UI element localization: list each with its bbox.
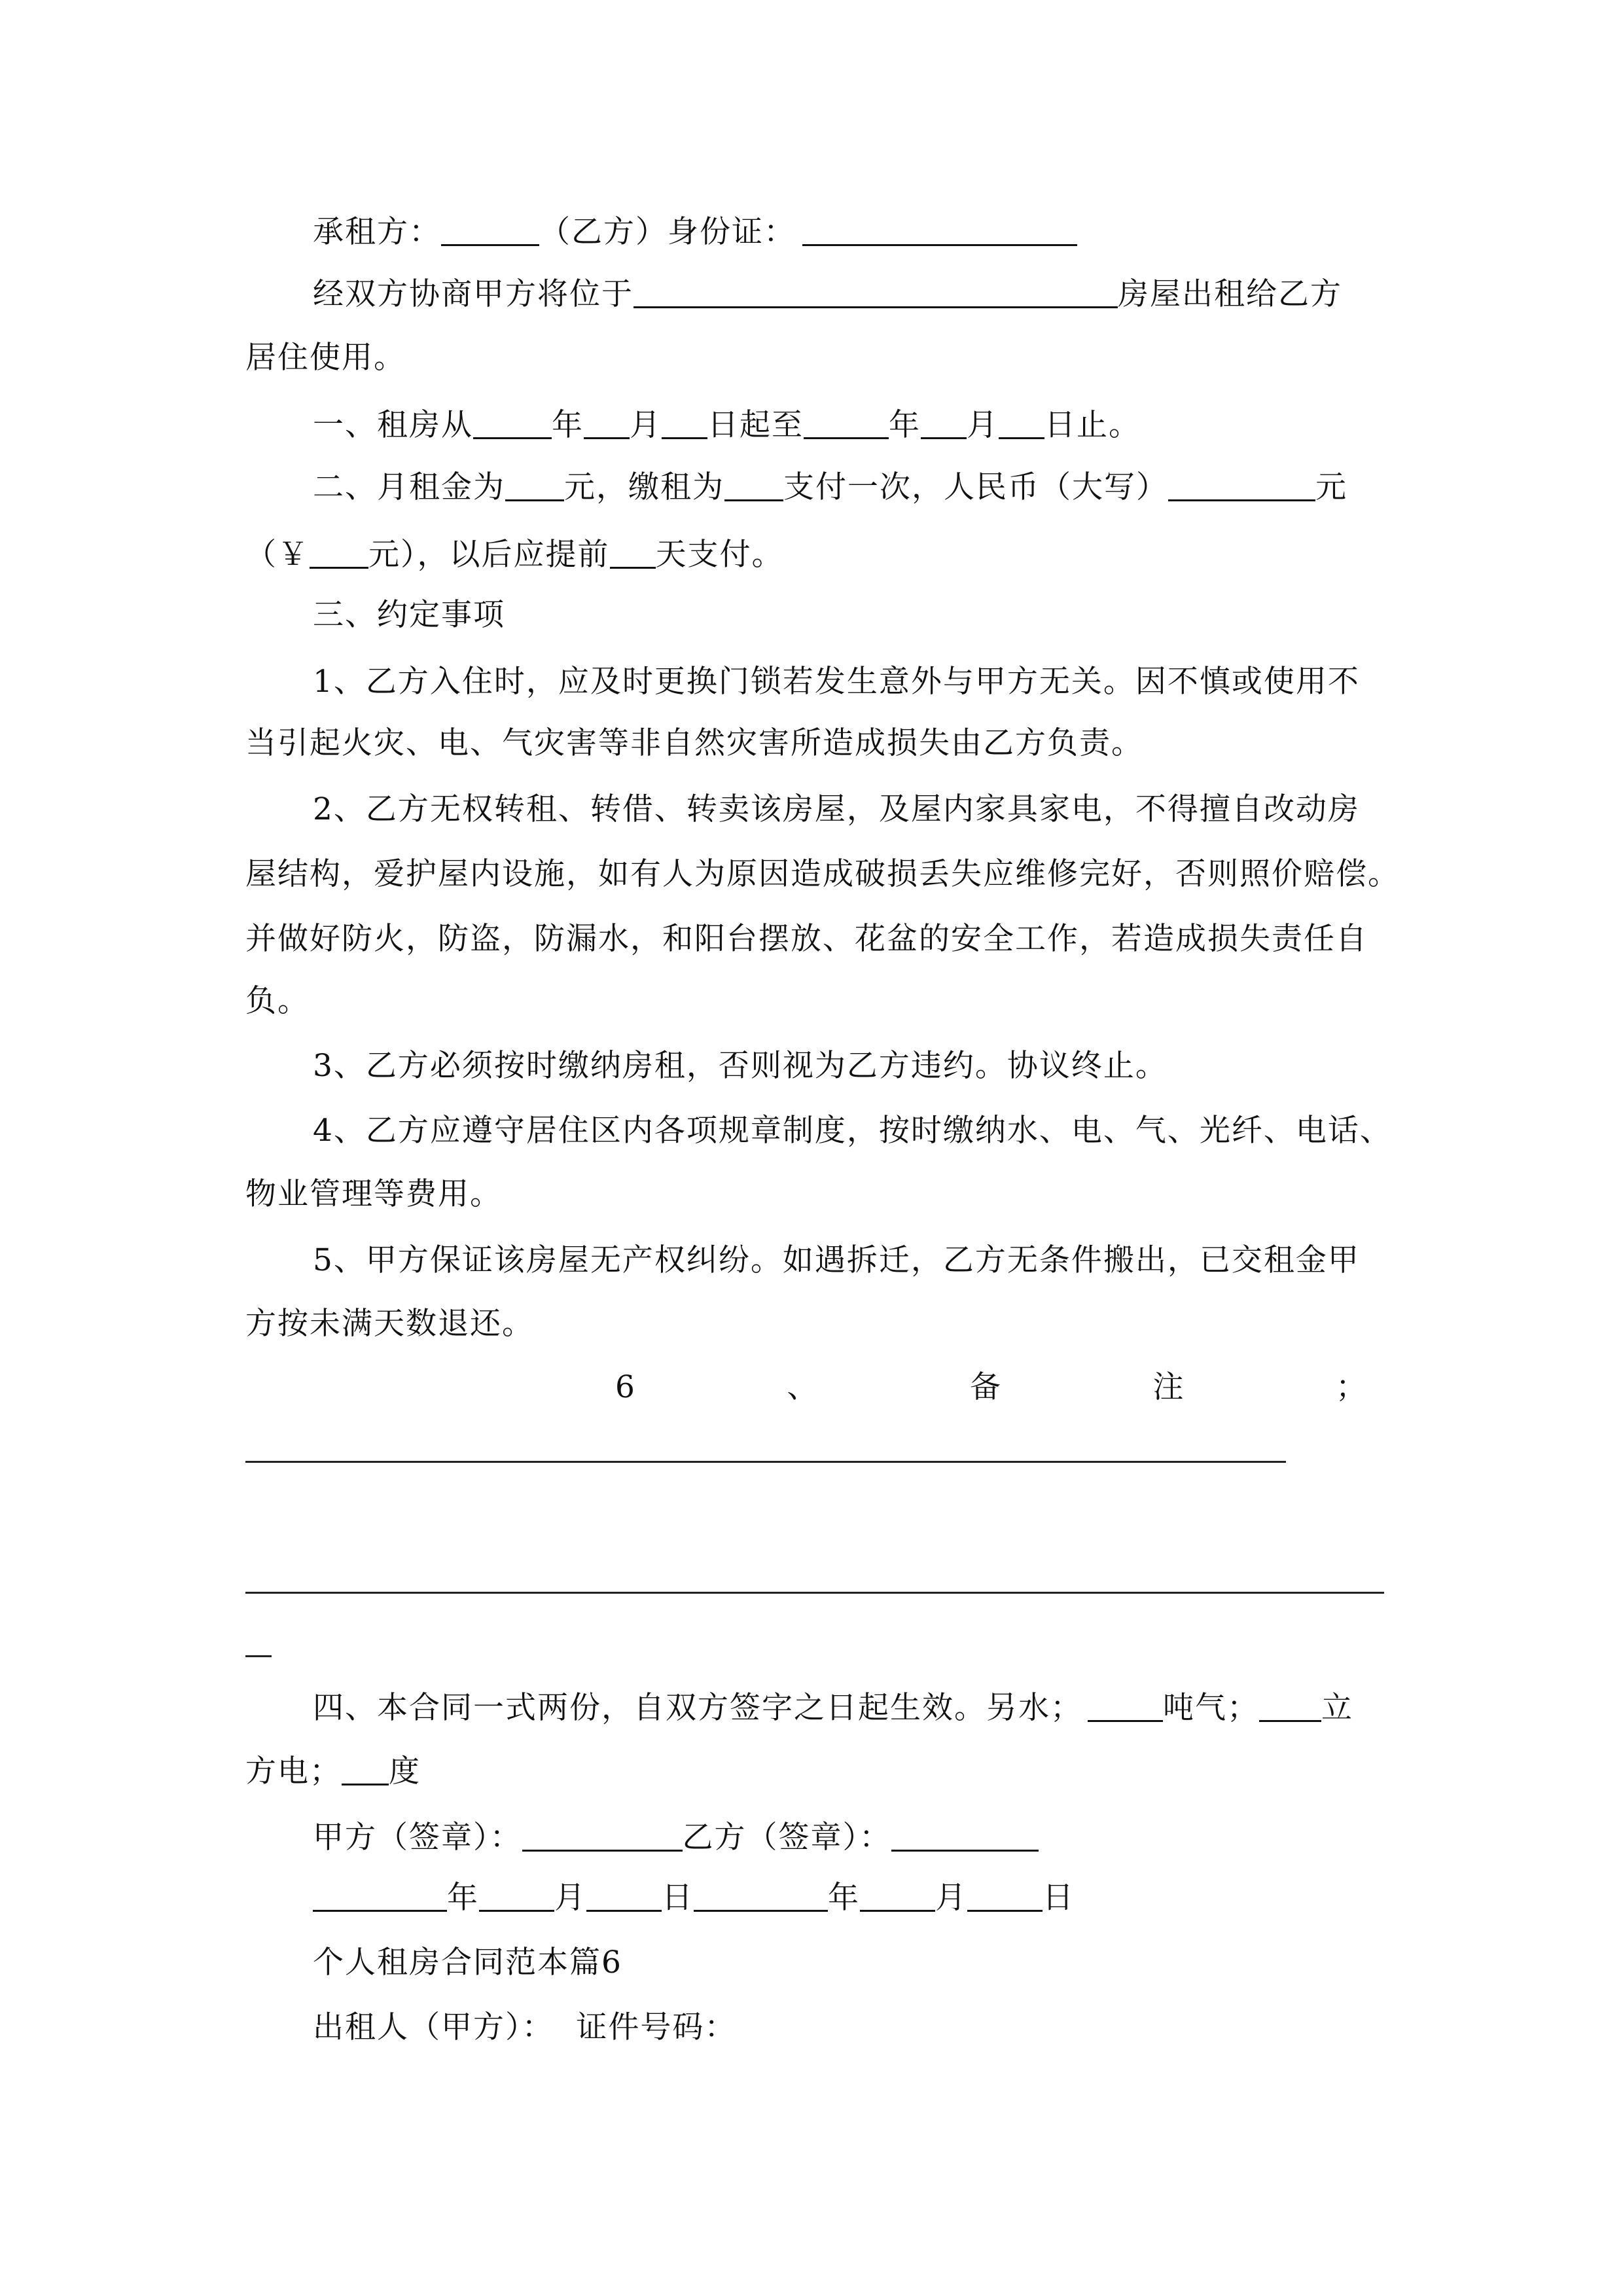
clause-1: [313, 406, 1386, 445]
c2-g: 天支付。: [655, 537, 784, 573]
c2-b: 元，缴租为: [564, 469, 724, 505]
lessee-id-label: （乙方）身份证：: [539, 214, 796, 250]
payment-period-blank[interactable]: [724, 471, 783, 501]
intro-prefix: 经双方协商甲方将位于: [313, 276, 633, 312]
c4-d: 方电；: [245, 1753, 342, 1789]
party-b-day-blank[interactable]: [967, 1881, 1043, 1912]
next-section-title: 个人租房合同范本篇6: [313, 1945, 622, 1981]
party-b-month-blank[interactable]: [860, 1881, 935, 1912]
party-b-sign-label: 乙方（签章）：: [682, 1820, 891, 1856]
item-2-line-3: 并做好防火，防盗，防漏水，和阳台摆放、花盆的安全工作，若造成损失责任自: [245, 921, 1368, 957]
party-a-month-blank[interactable]: [479, 1881, 554, 1912]
item-5-line-2: 方按未满天数退还。: [245, 1306, 534, 1342]
amount-number-blank[interactable]: [310, 538, 368, 569]
c2-d: 元: [1315, 469, 1347, 505]
lessee-line: [313, 213, 1386, 252]
intro-suffix: 房屋出租给乙方: [1118, 276, 1342, 312]
c4-e: 度: [389, 1753, 421, 1789]
c1-g: 日止。: [1044, 407, 1141, 443]
item-6-sep: 、: [787, 1369, 819, 1405]
party-a-year-label: 年: [447, 1880, 479, 1916]
party-b-month-label: 月: [935, 1880, 967, 1916]
party-a-month-label: 月: [554, 1880, 586, 1916]
remarks-blank-line-3[interactable]: [245, 1655, 272, 1657]
party-a-day-blank[interactable]: [586, 1881, 662, 1912]
clause-3-title: 三、约定事项: [313, 597, 505, 633]
date-line: [313, 1878, 1386, 1918]
signature-line: [313, 1818, 1386, 1857]
c4-a: 四、本合同一式两份，自双方签字之日起生效。另水；: [313, 1690, 1082, 1726]
c1-b: 年: [552, 407, 584, 443]
gas-blank[interactable]: [1259, 1691, 1321, 1722]
monthly-rent-blank[interactable]: [505, 471, 564, 501]
start-month-blank[interactable]: [584, 408, 630, 439]
end-year-blank[interactable]: [804, 408, 889, 439]
party-a-sign-blank[interactable]: [522, 1821, 683, 1852]
item-1-line-2: 当引起火灾、电、气灾害等非自然灾害所造成损失由乙方负责。: [245, 725, 1143, 761]
start-year-blank[interactable]: [473, 408, 552, 439]
amount-words-blank[interactable]: [1168, 471, 1315, 501]
party-a-sign-label: 甲方（签章）：: [313, 1820, 522, 1856]
end-day-blank[interactable]: [999, 408, 1044, 439]
party-b-year-blank[interactable]: [694, 1881, 828, 1912]
c2-a: 二、月租金为: [313, 469, 505, 505]
clause-4-line-1: [313, 1689, 1386, 1728]
item-1-line-1: 1、乙方入住时，应及时更换门锁若发生意外与甲方无关。因不慎或使用不: [313, 664, 1360, 700]
party-a-day-label: 日: [662, 1880, 694, 1916]
c1-f: 月: [967, 407, 999, 443]
item-5-line-1: 5、甲方保证该房屋无产权纠纷。如遇拆迁，乙方无条件搬出，已交租金甲: [313, 1242, 1360, 1278]
party-a-year-blank[interactable]: [313, 1881, 447, 1912]
item-6-char-1: 备: [969, 1369, 1002, 1405]
c1-d: 日起至: [707, 407, 804, 443]
item-6-end: ；: [1335, 1369, 1368, 1405]
c1-e: 年: [889, 407, 921, 443]
item-2-line-1: 2、乙方无权转租、转借、转卖该房屋，及屋内家具家电，不得擅自改动房: [313, 791, 1360, 827]
clause-2-line-2: [245, 535, 1384, 575]
item-2-line-4: 负。: [245, 983, 310, 1019]
advance-days-blank[interactable]: [610, 538, 656, 569]
start-day-blank[interactable]: [662, 408, 707, 439]
lessee-label: 承租方：: [313, 214, 441, 250]
lessor-line: 出租人（甲方）： 证件号码：: [313, 2009, 737, 2045]
item-6-remarks: [615, 1368, 1368, 1407]
clause-4-line-2: [245, 1752, 1384, 1791]
remarks-blank-line-2[interactable]: [245, 1592, 1384, 1594]
water-blank[interactable]: [1088, 1691, 1163, 1722]
item-2-line-2: 屋结构，爱护屋内设施，如有人为原因造成破损丢失应维修完好，否则照价赔偿。: [245, 856, 1400, 892]
item-3: 3、乙方必须按时缴纳房租，否则视为乙方违约。协议终止。: [313, 1048, 1168, 1084]
c2-c: 支付一次，人民币（大写）: [783, 469, 1168, 505]
address-blank[interactable]: [633, 278, 1118, 308]
item-4-line-2: 物业管理等费用。: [245, 1176, 502, 1212]
intro-cont: 居住使用。: [245, 340, 406, 376]
c1-c: 月: [630, 407, 662, 443]
c4-c: 立: [1321, 1690, 1353, 1726]
party-b-day-label: 日: [1043, 1880, 1075, 1916]
item-4-line-1: 4、乙方应遵守居住区内各项规章制度，按时缴纳水、电、气、光纤、电话、: [313, 1113, 1392, 1149]
c1-a: 一、租房从: [313, 407, 473, 443]
lessee-name-blank[interactable]: [441, 215, 539, 246]
item-6-char-2: 注: [1152, 1369, 1185, 1405]
clause-2-line-1: [313, 468, 1386, 507]
c2-e: （￥: [245, 537, 310, 573]
party-b-year-label: 年: [828, 1880, 860, 1916]
c2-f: 元），以后应提前: [368, 537, 610, 573]
remarks-blank-line-1[interactable]: [245, 1461, 1286, 1463]
c4-b: 吨气；: [1163, 1690, 1259, 1726]
intro-line: [313, 275, 1386, 314]
party-b-sign-blank[interactable]: [891, 1821, 1039, 1852]
end-month-blank[interactable]: [921, 408, 967, 439]
lessee-id-blank[interactable]: [802, 215, 1077, 246]
item-6-num: 6: [615, 1369, 636, 1405]
electricity-blank[interactable]: [342, 1755, 389, 1785]
